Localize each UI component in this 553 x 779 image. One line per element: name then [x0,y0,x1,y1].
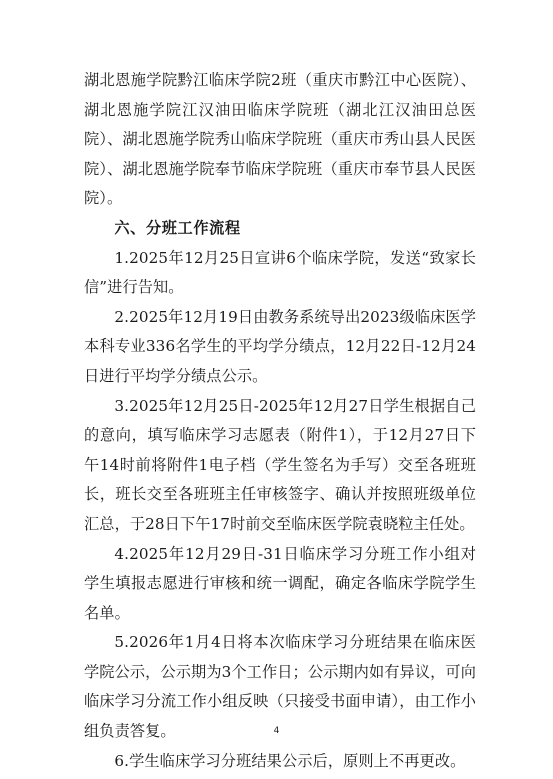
paragraph-hospital-list: 湖北恩施学院黔江临床学院2班（重庆市黔江中心医院）、湖北恩施学院江汉油田临床学院班（湖北江汉油田总医院）、湖北恩施学院秀山临床学院班（重庆市秀山县人民医院）、湖北恩施学院奉节临床学院班（重庆市奉节县人民医院）。 [84,71,476,208]
section-heading-workflow: 六、分班工作流程 [114,218,241,237]
paragraph-step-2: 2.2025年12月19日由教务系统导出2023级临床医学本科专业336名学生的平均学分绩点，12月22日-12月24日进行平均学分绩点公示。 [84,307,476,385]
paragraph-step-5: 5.2026年1月4日将本次临床学习分班结果在临床医学院公示，公示期为3个工作日；公示期内如有异议，可向临床学习分流工作小组反映（只接受书面申请），由工作小组负责答复。 [84,633,476,741]
paragraph-step-1: 1.2025年12月25日宣讲6个临床学院，发送“致家长信”进行告知。 [84,248,476,297]
page-number: 4 [273,726,280,736]
paragraph-step-6: 6.学生临床学习分班结果公示后，原则上不再更改。 [114,751,466,770]
paragraph-step-4: 4.2025年12月29日-31日临床学习分班工作小组对学生填报志愿进行审核和统一调配，确定各临床学院学生名单。 [84,544,476,622]
document-body [84,66,476,776]
paragraph-step-3: 3.2025年12月25日-2025年12月27日学生根据自己的意向，填写临床学习志愿表（附件1），于12月27日下午14时前将附件1电子档（学生签名为手写）交至各班班长，班长交至各班班主任审核签字、确认并按照班级单位汇总，于28日下午17时前交至临床医学院袁晓粒主任处。 [84,396,476,533]
